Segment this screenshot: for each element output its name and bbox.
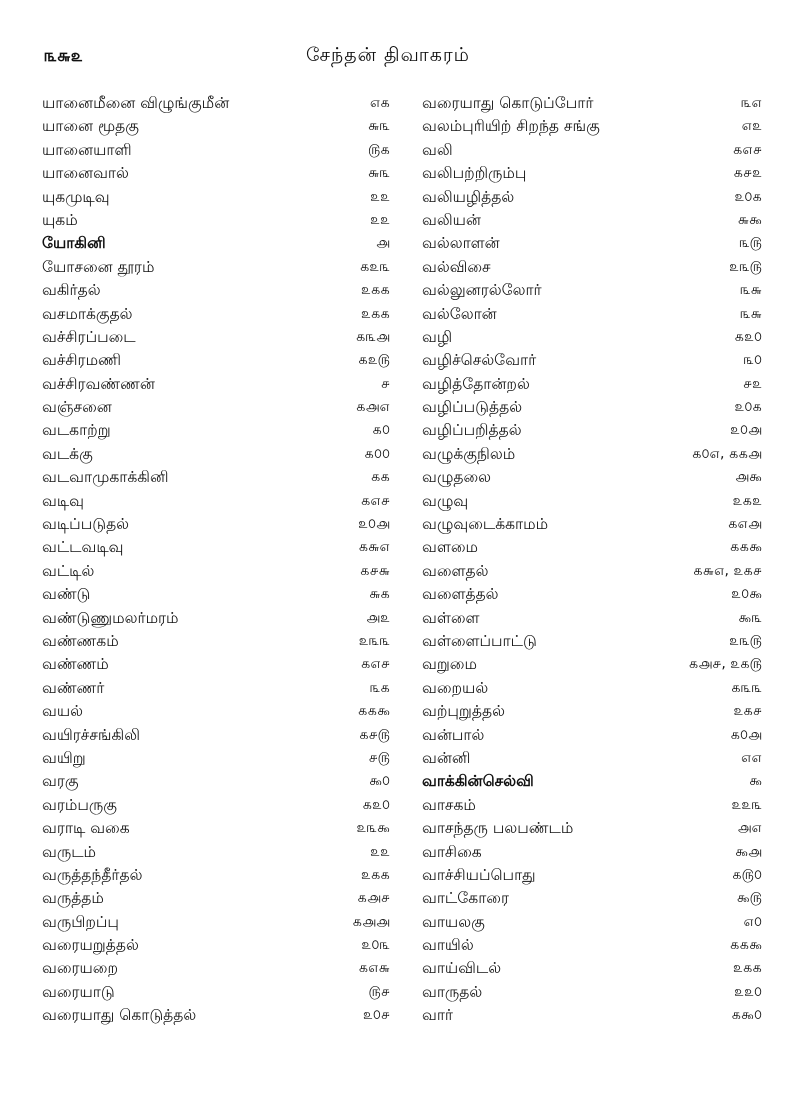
entry-reference: ௨௧௧ — [360, 282, 390, 299]
index-entry — [418, 887, 770, 910]
entry-word: வரையறை — [42, 959, 119, 978]
index-entry — [418, 700, 770, 723]
entry-word: வழுக்குநிலம் — [422, 444, 516, 463]
index-entry — [418, 419, 770, 442]
entry-reference: ௫௪ — [368, 983, 390, 1000]
index-entry — [418, 115, 770, 138]
index-entry — [418, 490, 770, 513]
entry-reference: ௨௨ — [370, 211, 390, 228]
index-entry — [418, 583, 770, 606]
entry-word: வச்சிரமணி — [42, 351, 122, 370]
entry-reference: ௧௨௦ — [734, 328, 762, 345]
entry-reference: ௨௦௪ — [363, 1007, 390, 1024]
entry-reference: ௧௧௯ — [357, 703, 390, 720]
entry-reference: ௨௩௫ — [729, 258, 762, 275]
entry-word: வட்டில் — [42, 561, 95, 580]
page-title: சேந்தன் திவாகரம் — [306, 44, 470, 66]
entry-word: வழி — [422, 327, 453, 346]
index-entry — [418, 794, 770, 817]
index-entry — [38, 770, 398, 793]
entry-word: வரையாது கொடுப்போர் — [422, 94, 594, 112]
entry-word: வலியழித்தல் — [422, 187, 515, 206]
index-entry — [38, 583, 398, 606]
entry-word: வரையாடு — [42, 982, 115, 1001]
entry-word: வயிறு — [42, 748, 86, 767]
entry-reference: ௧௪௬ — [360, 562, 390, 579]
entry-reference: ௨௩௯ — [356, 820, 390, 837]
index-entry — [38, 607, 398, 630]
entry-reference: ௧௮௪, ௨௧௫ — [688, 656, 762, 673]
entry-reference: ௧௧௯ — [729, 539, 762, 556]
index-entry — [38, 560, 398, 583]
index-entry — [38, 747, 398, 770]
entry-reference: ௩௧ — [369, 679, 390, 696]
entry-reference: ௨௧௪ — [733, 703, 762, 720]
index-entry — [38, 256, 398, 279]
entry-reference: ௧௧௯ — [729, 937, 762, 954]
index-entry — [418, 466, 770, 489]
entry-word: வறுமை — [422, 655, 477, 674]
entry-reference: ௨௧௨ — [732, 492, 762, 509]
entry-reference: ௧௨௦ — [362, 796, 390, 813]
entry-reference: ௯௦ — [369, 773, 390, 790]
entry-reference: ௭௧ — [369, 95, 390, 111]
index-entry — [418, 162, 770, 185]
entry-reference: ௨௧௧ — [360, 866, 390, 883]
index-entry — [38, 981, 398, 1004]
entry-reference: ௨௧௧ — [360, 305, 390, 322]
entry-word: யானைவால் — [42, 164, 129, 183]
entry-word: வசமாக்குதல் — [42, 304, 133, 323]
entry-word: வாசிகை — [422, 842, 482, 861]
entry-word: வன்னி — [422, 748, 471, 767]
entry-word: வருத்தந்தீர்தல் — [42, 865, 143, 884]
entry-word: வல்லோன் — [422, 304, 497, 323]
index-entry — [418, 1004, 770, 1027]
entry-reference: ௨௦௮ — [730, 422, 762, 439]
index-entry — [38, 934, 398, 957]
entry-reference: ௨௨௦ — [734, 983, 762, 1000]
entry-word: வகிர்தல் — [42, 281, 101, 300]
entry-reference: ௧௮௭ — [355, 399, 390, 416]
index-entry — [418, 536, 770, 559]
entry-reference: ௮௨ — [366, 609, 390, 626]
index-entry — [418, 607, 770, 630]
index-entry — [418, 186, 770, 209]
entry-reference: ௨௨ — [370, 188, 390, 205]
entry-reference: ௧௭௪ — [360, 656, 390, 673]
entry-word: வள்ளை — [422, 608, 480, 627]
entry-word: வண்ணம் — [42, 655, 109, 674]
entry-reference: ௧௧ — [370, 469, 390, 486]
entry-reference: ௮௭ — [737, 820, 762, 837]
index-entry — [418, 139, 770, 162]
entry-word: யோகினி — [42, 234, 106, 253]
entry-word: வச்சிரவண்ணன் — [42, 374, 155, 393]
index-entry — [38, 677, 398, 700]
entry-word: வடவாமுகாக்கினி — [42, 468, 169, 487]
entry-reference: ௩௬ — [740, 305, 762, 322]
entry-word: யானைமீனை விழுங்குமீன் — [42, 94, 230, 112]
entry-reference: ௩௫ — [739, 235, 762, 252]
index-entry — [418, 653, 770, 676]
entry-word: வராடி வகை — [42, 819, 130, 838]
entry-reference: ௩௬ — [740, 282, 762, 299]
index-entry — [418, 209, 770, 232]
entry-reference: ௨௧௧ — [732, 960, 762, 977]
entry-reference: ௨௦௮ — [358, 516, 390, 533]
entry-word: வளமை — [422, 538, 478, 557]
entry-word: வளைத்தல் — [422, 585, 499, 604]
entry-reference: ௧௮௪ — [357, 890, 390, 907]
entry-reference: ௧௦௭, ௧௧௮ — [691, 445, 762, 462]
entry-word: வாச்சியப்பொது — [422, 865, 536, 884]
index-entry — [418, 256, 770, 279]
entry-reference: ௧௭௪ — [360, 492, 390, 509]
entry-word: வழிச்செல்வோர் — [422, 351, 537, 370]
index-entry — [418, 630, 770, 653]
entry-reference: ௨௨ — [370, 843, 390, 860]
entry-word: வலிபற்றிரும்பு — [422, 164, 527, 183]
index-entry — [418, 934, 770, 957]
entry-word: வாசகம் — [422, 795, 476, 814]
entry-reference: ௯ — [749, 773, 762, 790]
index-entry — [418, 232, 770, 255]
entry-word: வற்புறுத்தல் — [422, 702, 505, 721]
entry-reference: ௧௦௦ — [364, 445, 390, 462]
entry-word: வலி — [422, 140, 453, 159]
entry-reference: ௬௩ — [368, 118, 390, 135]
entry-reference: ௮௯ — [735, 469, 762, 486]
entry-reference: ௧௦௮ — [730, 726, 762, 743]
entry-reference: ௨௦௧ — [734, 188, 762, 205]
index-entry — [38, 911, 398, 934]
entry-reference: ௧௩௩ — [731, 679, 762, 696]
entry-word: வளைதல் — [422, 561, 489, 580]
index-entry — [418, 817, 770, 840]
index-entry — [38, 841, 398, 864]
index-entry — [38, 536, 398, 559]
entry-word: வடக்கு — [42, 444, 93, 463]
index-entry — [418, 747, 770, 770]
index-column-right — [418, 92, 770, 1028]
index-entry — [38, 957, 398, 980]
entry-reference: ௧௫௦ — [732, 866, 762, 883]
entry-reference: ௧௯௦ — [731, 1007, 762, 1024]
index-entry — [418, 981, 770, 1004]
index-entry — [38, 303, 398, 326]
index-entry — [418, 513, 770, 536]
index-entry — [38, 162, 398, 185]
page-header — [0, 44, 800, 74]
entry-word: வல்லுனரல்லோர் — [422, 281, 542, 300]
index-entry — [38, 513, 398, 536]
index-entry — [38, 794, 398, 817]
index-entry — [418, 770, 770, 793]
entry-word: வழுவு — [422, 491, 469, 510]
entry-word: யுகமுடிவு — [42, 187, 110, 206]
entry-word: வல்விசை — [422, 257, 491, 276]
entry-reference: ௫௧ — [368, 141, 390, 158]
entry-word: வாயில் — [422, 936, 474, 955]
entry-reference: ௬௩ — [368, 165, 390, 182]
index-entry — [418, 911, 770, 934]
entry-word: வார் — [422, 1006, 454, 1025]
entry-reference: ௧௪௨ — [733, 165, 762, 182]
entry-reference: ௯௮ — [735, 843, 762, 860]
index-entry — [418, 560, 770, 583]
entry-word: வலியன் — [422, 210, 481, 229]
entry-word: வறையல் — [422, 678, 489, 697]
entry-word: வல்லாளன் — [422, 234, 500, 253]
entry-word: வச்சிரப்படை — [42, 327, 136, 346]
entry-reference: ௨௦௩ — [361, 937, 390, 954]
entry-reference: ௬௧ — [369, 586, 390, 603]
entry-word: வாசந்தரு பலபண்டம் — [422, 819, 574, 838]
entry-word: யோசனை தூரம் — [42, 257, 155, 276]
index-column-left — [38, 92, 398, 1028]
entry-word: வாட்கோரை — [422, 889, 509, 908]
entry-reference: ௧௦ — [372, 422, 390, 439]
entry-word: வருத்தம் — [42, 889, 104, 908]
index-entry — [38, 326, 398, 349]
entry-word: வழுவுடைக்காமம் — [422, 515, 549, 534]
entry-word: வண்ணர் — [42, 678, 105, 697]
entry-reference: ௧௨௩ — [359, 258, 390, 275]
entry-reference: ௪௫ — [368, 749, 390, 766]
entry-reference: ௯௩ — [738, 609, 762, 626]
index-entry — [38, 817, 398, 840]
entry-word: வழிப்பறித்தல் — [422, 421, 522, 440]
entry-word: வழுதலை — [422, 468, 492, 487]
index-entry — [418, 443, 770, 466]
index-entry — [418, 396, 770, 419]
entry-reference: ௧௪௫ — [359, 726, 390, 743]
index-entry — [38, 349, 398, 372]
entry-word: வருபிறப்பு — [42, 912, 119, 931]
entry-word: வாய்விடல் — [422, 959, 502, 978]
entry-word: வழிப்படுத்தல் — [422, 398, 523, 417]
index-entry — [38, 209, 398, 232]
entry-reference: ௧௨௫ — [358, 352, 390, 369]
entry-word: வயிரச்சங்கிலி — [42, 725, 140, 744]
index-entry — [38, 630, 398, 653]
entry-word: யானை மூதகு — [42, 117, 139, 136]
entry-reference: ௧௭௬ — [358, 960, 390, 977]
entry-reference: ௧௬௭ — [358, 539, 390, 556]
entry-reference: ௧௩௮ — [355, 328, 390, 345]
entry-reference: ௩௭ — [740, 95, 762, 111]
entry-word: வடகாற்று — [42, 421, 111, 440]
index-entry — [38, 115, 398, 138]
entry-reference: ௧௮௮ — [352, 913, 390, 930]
entry-reference: ௬௯ — [737, 211, 762, 228]
entry-word: வண்டுணுமலர்மரம் — [42, 608, 179, 627]
index-entry — [38, 232, 398, 255]
index-entry — [38, 864, 398, 887]
index-entry — [418, 373, 770, 396]
index-entry — [38, 373, 398, 396]
page-number: ௩௬௨ — [44, 46, 83, 66]
entry-word: வண்டு — [42, 585, 91, 604]
entry-reference: ௮ — [376, 235, 390, 252]
index-entry — [418, 957, 770, 980]
index-entry — [418, 841, 770, 864]
index-entry — [38, 466, 398, 489]
entry-reference: ௨௦௯ — [731, 586, 762, 603]
entry-word: வரையறுத்தல் — [42, 936, 139, 955]
entry-reference: ௯௫ — [736, 890, 762, 907]
index-entry — [418, 349, 770, 372]
index-entry — [38, 887, 398, 910]
entry-word: வள்ளைப்பாட்டு — [422, 631, 537, 650]
index-entry — [38, 92, 398, 115]
index-entry — [418, 92, 770, 115]
index-entry — [418, 279, 770, 302]
index-entry — [38, 1004, 398, 1027]
entry-word: வண்ணகம் — [42, 631, 119, 650]
entry-word: யுகம் — [42, 210, 78, 229]
index-entry — [38, 279, 398, 302]
entry-reference: ௭௭ — [741, 749, 762, 766]
entry-reference: ௭௦ — [743, 913, 762, 930]
entry-word: வரம்பருகு — [42, 795, 117, 814]
entry-word: வஞ்சனை — [42, 398, 112, 417]
entry-reference: ௧௭௮ — [727, 516, 762, 533]
entry-reference: ௭௨ — [741, 118, 762, 135]
entry-word: வயல் — [42, 702, 83, 721]
entry-word: வரையாது கொடுத்தல் — [42, 1006, 197, 1025]
entry-reference: ௨௩௫ — [729, 632, 762, 649]
entry-reference: ௪௨ — [743, 375, 762, 392]
entry-word: வலம்புரியிற் சிறந்த சங்கு — [422, 117, 600, 136]
entry-reference: ௧௭௪ — [732, 141, 762, 158]
entry-word: வன்பால் — [422, 725, 485, 744]
index-entry — [418, 724, 770, 747]
index-entry — [418, 326, 770, 349]
entry-word: வரகு — [42, 772, 79, 791]
entry-word: யானையாளி — [42, 140, 132, 159]
index-entry — [418, 303, 770, 326]
entry-word: வட்டவடிவு — [42, 538, 124, 557]
entry-word: வாருதல் — [422, 982, 483, 1001]
index-entry — [38, 139, 398, 162]
entry-reference: ௩௦ — [743, 352, 762, 369]
entry-word: வருடம் — [42, 842, 97, 861]
index-entry — [418, 677, 770, 700]
index-entry — [38, 396, 398, 419]
entry-word: வாயலகு — [422, 912, 485, 931]
entry-reference: ௪ — [380, 375, 390, 392]
index-entry — [38, 490, 398, 513]
index-entry — [38, 419, 398, 442]
index-entry — [38, 186, 398, 209]
index-entry — [38, 700, 398, 723]
index-entry — [38, 443, 398, 466]
entry-reference: ௨௩௩ — [358, 632, 390, 649]
entry-word: வடிவு — [42, 491, 85, 510]
entry-reference: ௨௦௧ — [734, 399, 762, 416]
index-entry — [418, 864, 770, 887]
entry-word: வழித்தோன்றல் — [422, 374, 530, 393]
entry-reference: ௨௨௩ — [731, 796, 762, 813]
entry-reference: ௧௬௭, ௨௧௪ — [693, 562, 762, 579]
index-entry — [38, 724, 398, 747]
entry-word: வாக்கின்செல்வி — [422, 772, 534, 791]
entry-word: வடிப்படுதல் — [42, 515, 130, 534]
index-entry — [38, 653, 398, 676]
